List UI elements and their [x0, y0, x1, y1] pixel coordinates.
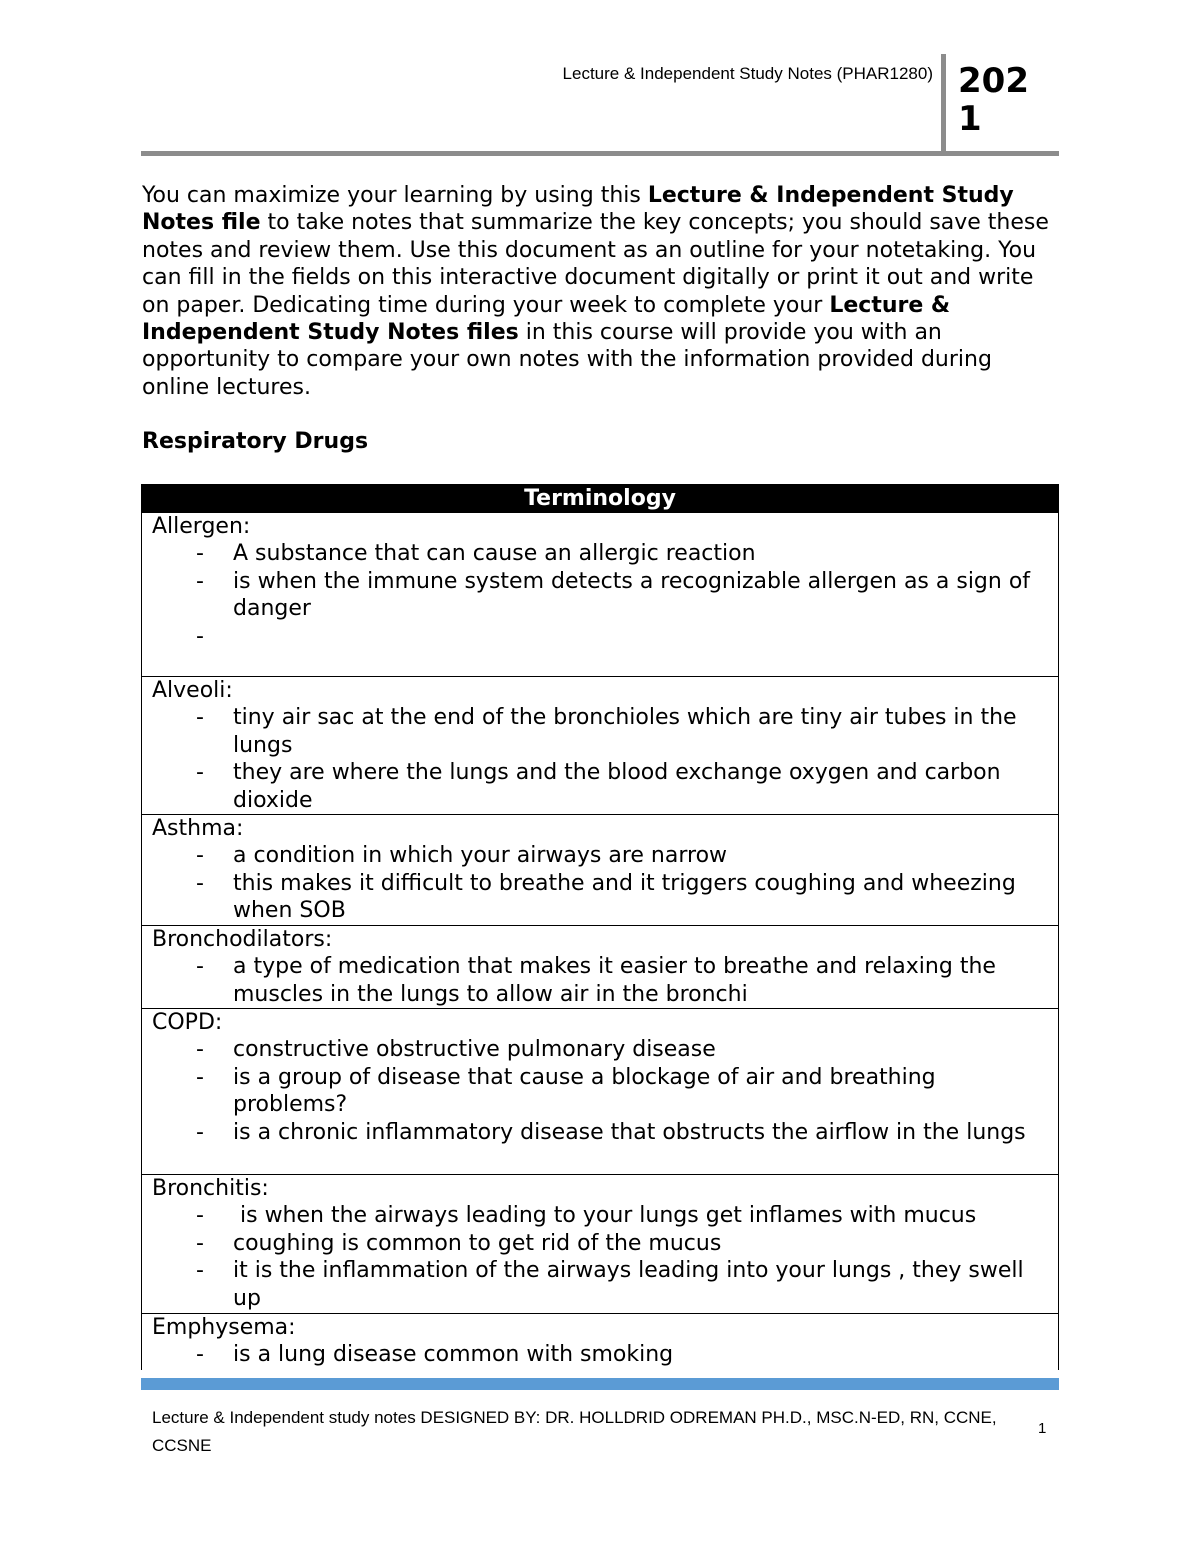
term-definition-list — [152, 704, 1048, 814]
terminology-table — [141, 484, 1059, 1370]
section-heading: Respiratory Drugs — [142, 429, 369, 454]
list-item: - is when the immune system detects a recognizable allergen as a sign of danger — [196, 568, 1048, 623]
list-item: - constructive obstructive pulmonary disease — [196, 1036, 1048, 1063]
term-name: Allergen: — [152, 514, 251, 539]
header-title: Lecture & Independent Study Notes (PHAR1280) — [562, 64, 933, 83]
intro-text-1: You can maximize your learning by using this — [142, 183, 648, 208]
term-definition-list — [152, 842, 1048, 924]
header-year: 2021 — [958, 61, 1029, 139]
intro-text-3: in this course will provide you with an opportunity to compare your own notes with the information provided during online lectures. — [142, 320, 992, 400]
footer-bar — [141, 1378, 1059, 1390]
list-item: - is a chronic inflammatory disease that obstructs the airflow in the lungs — [196, 1119, 1048, 1146]
table-row[interactable] — [141, 513, 1059, 677]
list-item: - is a lung disease common with smoking — [196, 1341, 1048, 1368]
term-name: COPD: — [152, 1010, 223, 1035]
term-definition-list — [152, 540, 1048, 650]
intro-text-2: to take notes that summarize the key concepts; you should save these notes and review them. Use this document as an outline for your notetaking. You can fill in the fields on this interactive document digitally or print it out and write on paper. Dedicating time during your week to complete your — [142, 210, 1049, 318]
term-name: Emphysema: — [152, 1315, 296, 1340]
term-name: Asthma: — [152, 816, 244, 841]
list-item — [196, 623, 1048, 650]
intro-paragraph — [142, 182, 1062, 401]
term-name: Bronchitis: — [152, 1176, 269, 1201]
header-divider-horizontal — [141, 151, 1059, 156]
term-name: Bronchodilators: — [152, 927, 333, 952]
list-item: - is a group of disease that cause a blockage of air and breathing problems? — [196, 1064, 1048, 1119]
list-item: - is when the airways leading to your lungs get inflames with mucus — [196, 1202, 1048, 1229]
list-item: - A substance that can cause an allergic reaction — [196, 540, 1048, 567]
term-definition-list — [152, 953, 1048, 1008]
page-number: 1 — [1038, 1420, 1047, 1437]
intro-bold-2: Lecture & Independent Study Notes files — [142, 292, 951, 346]
table-row[interactable] — [141, 1314, 1059, 1370]
term-definition-list — [152, 1341, 1048, 1368]
list-item: - a condition in which your airways are narrow — [196, 842, 1048, 869]
table-row[interactable] — [141, 815, 1059, 926]
term-definition-list — [152, 1202, 1048, 1312]
term-definition-list — [152, 1036, 1048, 1146]
table-row[interactable] — [141, 677, 1059, 815]
list-item: - it is the inflammation of the airways leading into your lungs , they swell up — [196, 1257, 1048, 1312]
list-item: - tiny air sac at the end of the bronchioles which are tiny air tubes in the lungs — [196, 704, 1048, 759]
table-row[interactable] — [141, 1009, 1059, 1175]
footer-text: Lecture & Independent study notes DESIGNED BY: DR. HOLLDRID ODREMAN PH.D., MSC.N-ED, RN, CCNE, CCSNE — [152, 1408, 997, 1455]
term-name: Alveoli: — [152, 678, 233, 703]
intro-bold-1: Lecture & Independent Study Notes file — [142, 183, 1014, 236]
table-row[interactable] — [141, 1175, 1059, 1314]
terminology-table-header: Terminology — [141, 484, 1059, 513]
list-item: - a type of medication that makes it easier to breathe and relaxing the muscles in the lungs to allow air in the bronchi — [196, 953, 1048, 1008]
list-item: - coughing is common to get rid of the mucus — [196, 1230, 1048, 1257]
header-divider-vertical — [941, 54, 946, 154]
list-item: - they are where the lungs and the blood exchange oxygen and carbon dioxide — [196, 759, 1048, 814]
list-item: - this makes it difficult to breathe and it triggers coughing and wheezing when SOB — [196, 870, 1048, 925]
table-row[interactable] — [141, 926, 1059, 1009]
